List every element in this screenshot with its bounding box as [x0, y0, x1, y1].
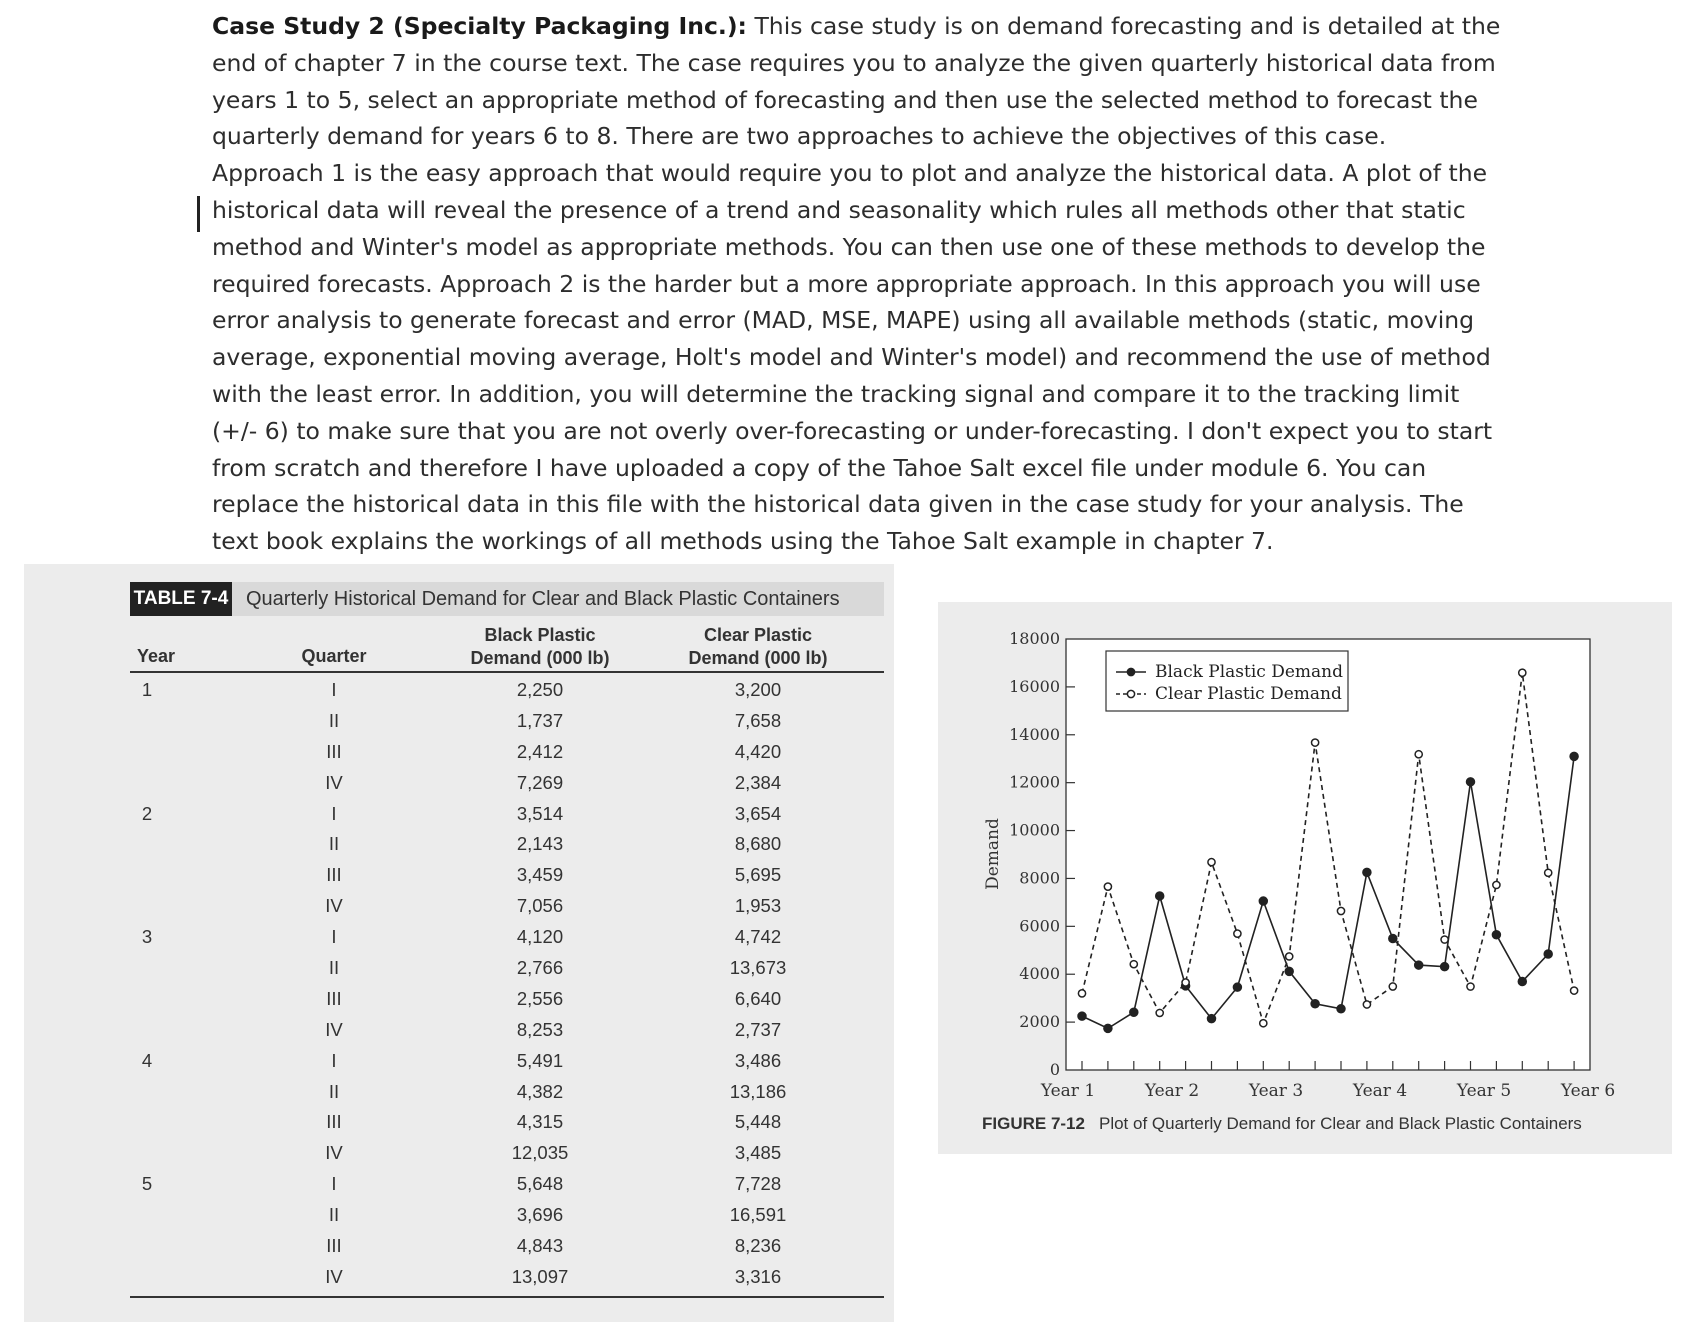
demand-table-panel: [24, 564, 894, 1322]
cell-quarter: III: [326, 1111, 342, 1133]
cell-clear-demand: 7,728: [734, 1173, 782, 1195]
cell-quarter: II: [328, 957, 340, 979]
legend-marker: [1127, 668, 1134, 675]
clear-plastic-point: [1182, 979, 1189, 986]
text-cursor: [197, 196, 200, 232]
cell-year: 5: [141, 1173, 153, 1195]
x-year-label: Year 5: [1456, 1081, 1512, 1101]
black-plastic-point: [1441, 963, 1449, 971]
x-year-label: Year 3: [1248, 1081, 1304, 1101]
cell-year: 1: [141, 679, 153, 700]
header-clear-line2: Demand (000 lb): [688, 648, 828, 668]
black-plastic-point: [1156, 892, 1164, 900]
black-plastic-point: [1467, 778, 1475, 786]
table-row: [24, 1168, 894, 1199]
cell-clear-demand: 8,680: [734, 833, 782, 855]
cell-quarter: II: [328, 833, 340, 855]
header-black-line1: Black Plastic: [484, 625, 596, 645]
cell-black-demand: 2,766: [516, 957, 564, 979]
cell-quarter: IV: [325, 1018, 343, 1040]
table-row: [24, 921, 894, 952]
table-row: [24, 952, 894, 983]
black-plastic-point: [1104, 1024, 1112, 1032]
cell-year: 4: [141, 1049, 153, 1071]
table-body: [24, 674, 894, 1292]
table-row: [24, 983, 894, 1014]
clear-plastic-point: [1441, 936, 1448, 943]
clear-plastic-point: [1363, 1001, 1370, 1008]
cell-clear-demand: 3,316: [734, 1265, 782, 1287]
cell-clear-demand: 7,658: [734, 709, 782, 731]
cell-clear-demand: 3,485: [734, 1142, 782, 1164]
cell-clear-demand: 3,200: [734, 679, 782, 700]
table-row: [24, 1014, 894, 1045]
cell-clear-demand: 5,448: [734, 1111, 782, 1133]
cell-clear-demand: 13,186: [729, 1080, 787, 1102]
case-study-body: This case study is on demand forecasting and is detailed at the end of chapter 7 in the course text. The case requires you to analyze the given quarterly historical data from years 1 to 5, select an appropriate method of forecasting and then use the selected method to forecast the quarterly demand for years 6 to 8. There are two approaches to achieve the objectives of this case. Approach 1 is the easy approach that would require you to plot and analyze the historical data. A plot of the historical data will reveal the presence of a trend and seasonality which rules all methods other that static method and Winter's model as appropriate methods. You can then use one of these methods to develop the required forecasts. Approach 2 is the harder but a more appropriate approach. In this approach you will use error analysis to generate forecast and error (MAD, MSE, MAPE) using all available methods (static, moving average, exponential moving average, Holt's model and Winter's model) and recommend the use of method with the least error. In addition, you will determine the tracking signal and compare it to the tracking limit (+/- 6) to make sure that you are not overly over-forecasting or under-forecasting. I don't expect you to start from scratch and therefore I have uploaded a copy of the Tahoe Salt excel file under module 6. You can replace the historical data in this file with the historical data given in the case study for your analysis. The text book explains the workings of all methods using the Tahoe Salt example in chapter 7.: [212, 12, 1501, 556]
cell-black-demand: 13,097: [511, 1265, 569, 1287]
cell-black-demand: 4,843: [516, 1235, 564, 1257]
clear-plastic-point: [1286, 953, 1293, 960]
table-row: [24, 674, 894, 705]
table-row: [24, 1045, 894, 1076]
footer-rule: [130, 1296, 884, 1298]
case-study-heading: Case Study 2 (Specialty Packaging Inc.):: [212, 12, 747, 40]
table-row: [24, 1199, 894, 1230]
cell-black-demand: 2,556: [516, 987, 564, 1009]
clear-plastic-point: [1467, 983, 1474, 990]
cell-clear-demand: 3,486: [734, 1049, 782, 1071]
cell-clear-demand: 5,695: [734, 864, 782, 886]
x-year-label: Year 2: [1144, 1081, 1200, 1101]
cell-quarter: III: [326, 864, 342, 886]
black-plastic-point: [1233, 983, 1241, 991]
cell-clear-demand: 2,384: [734, 771, 782, 793]
header-black-line2: Demand (000 lb): [470, 648, 610, 668]
cell-black-demand: 2,143: [516, 833, 564, 855]
demand-chart: [938, 602, 1672, 1154]
x-year-label: Year 6: [1560, 1081, 1616, 1101]
cell-black-demand: 7,269: [516, 771, 564, 793]
cell-quarter: III: [326, 740, 342, 762]
table-row: [24, 1106, 894, 1137]
cell-quarter: IV: [325, 1142, 343, 1164]
table-row: [24, 1230, 894, 1261]
black-plastic-point: [1130, 1008, 1138, 1016]
black-plastic-point: [1259, 897, 1267, 905]
clear-plastic-point: [1519, 669, 1526, 676]
cell-clear-demand: 6,640: [734, 987, 782, 1009]
clear-plastic-point: [1234, 930, 1241, 937]
black-plastic-point: [1544, 950, 1552, 958]
y-tick-label: 16000: [1009, 676, 1060, 696]
table-number-tag: TABLE 7-4: [130, 582, 232, 616]
legend-marker: [1127, 690, 1134, 697]
cell-clear-demand: 8,236: [734, 1235, 782, 1257]
cell-black-demand: 3,514: [516, 802, 564, 824]
cell-clear-demand: 2,737: [734, 1018, 782, 1040]
cell-clear-demand: 4,420: [734, 740, 782, 762]
cell-year: 3: [141, 926, 153, 948]
clear-plastic-point: [1130, 961, 1137, 968]
cell-quarter: IV: [325, 771, 343, 793]
header-quarter: Quarter: [301, 646, 367, 666]
legend-label: Black Plastic Demand: [1155, 662, 1343, 682]
cell-black-demand: 2,250: [516, 679, 564, 700]
header-rule: [130, 671, 884, 673]
case-study-text: [212, 8, 1502, 560]
header-black-plastic: [440, 624, 640, 670]
cell-black-demand: 5,648: [516, 1173, 564, 1195]
cell-clear-demand: 4,742: [734, 926, 782, 948]
black-plastic-point: [1415, 961, 1423, 969]
cell-quarter: I: [331, 926, 337, 948]
y-tick-label: 12000: [1009, 772, 1060, 792]
table-row: [24, 767, 894, 798]
table-row: [24, 1261, 894, 1292]
cell-black-demand: 4,382: [516, 1080, 564, 1102]
cell-black-demand: 4,120: [516, 926, 564, 948]
table-row: [24, 828, 894, 859]
clear-plastic-point: [1493, 881, 1500, 888]
black-plastic-point: [1285, 967, 1293, 975]
cell-black-demand: 12,035: [511, 1142, 569, 1164]
table-row: [24, 1076, 894, 1107]
cell-quarter: IV: [325, 1265, 343, 1287]
cell-quarter: I: [331, 679, 337, 700]
y-axis-label: Demand: [983, 818, 1003, 890]
table-row: [24, 736, 894, 767]
clear-plastic-point: [1260, 1020, 1267, 1027]
cell-quarter: I: [331, 802, 337, 824]
cell-quarter: IV: [325, 895, 343, 917]
black-plastic-point: [1363, 868, 1371, 876]
x-year-label: Year 4: [1352, 1081, 1408, 1101]
clear-plastic-point: [1389, 983, 1396, 990]
header-clear-line1: Clear Plastic: [703, 625, 813, 645]
figure-tag: FIGURE 7-12: [982, 1114, 1085, 1133]
legend-label: Clear Plastic Demand: [1155, 684, 1342, 704]
y-tick-label: 10000: [1009, 820, 1060, 840]
cell-quarter: II: [328, 709, 340, 731]
black-plastic-point: [1570, 752, 1578, 760]
y-tick-label: 4000: [1019, 964, 1060, 984]
cell-quarter: II: [328, 1080, 340, 1102]
table-row: [24, 890, 894, 921]
cell-year: 2: [141, 802, 153, 824]
table-row: [24, 859, 894, 890]
figure-title: Plot of Quarterly Demand for Clear and Black Plastic Containers: [1098, 1114, 1582, 1133]
y-tick-label: 2000: [1019, 1012, 1060, 1032]
clear-plastic-point: [1208, 859, 1215, 866]
table-title: Quarterly Historical Demand for Clear and Black Plastic Containers: [246, 588, 840, 610]
table-row: [24, 1137, 894, 1168]
black-plastic-point: [1337, 1005, 1345, 1013]
y-tick-label: 8000: [1019, 868, 1060, 888]
cell-quarter: I: [331, 1173, 337, 1195]
cell-black-demand: 5,491: [516, 1049, 564, 1071]
cell-clear-demand: 3,654: [734, 802, 782, 824]
demand-figure-panel: [938, 602, 1672, 1154]
black-plastic-point: [1311, 1000, 1319, 1008]
black-plastic-point: [1389, 935, 1397, 943]
clear-plastic-point: [1415, 751, 1422, 758]
black-plastic-point: [1492, 931, 1500, 939]
y-tick-label: 18000: [1009, 629, 1060, 648]
cell-clear-demand: 1,953: [734, 895, 782, 917]
y-tick-label: 6000: [1019, 916, 1060, 936]
clear-plastic-point: [1104, 883, 1111, 890]
cell-black-demand: 8,253: [516, 1018, 564, 1040]
black-plastic-point: [1208, 1015, 1216, 1023]
cell-black-demand: 3,459: [516, 864, 564, 886]
cell-clear-demand: 13,673: [729, 957, 787, 979]
table-row: [24, 705, 894, 736]
table-caption: [130, 582, 884, 616]
black-plastic-point: [1518, 978, 1526, 986]
cell-black-demand: 7,056: [516, 895, 564, 917]
clear-plastic-point: [1078, 990, 1085, 997]
header-clear-plastic: [658, 624, 858, 670]
clear-plastic-point: [1571, 987, 1578, 994]
y-tick-label: 14000: [1009, 724, 1060, 744]
black-plastic-point: [1078, 1012, 1086, 1020]
table-row: [24, 798, 894, 829]
header-year: Year: [137, 646, 176, 666]
cell-quarter: I: [331, 1049, 337, 1071]
cell-quarter: III: [326, 1235, 342, 1257]
x-year-label: Year 1: [1040, 1081, 1096, 1101]
cell-black-demand: 4,315: [516, 1111, 564, 1133]
clear-plastic-point: [1312, 739, 1319, 746]
cell-quarter: II: [328, 1204, 340, 1226]
clear-plastic-point: [1156, 1009, 1163, 1016]
clear-plastic-point: [1337, 907, 1344, 914]
figure-caption: [982, 1114, 1582, 1134]
cell-black-demand: 2,412: [516, 740, 564, 762]
y-tick-label: 0: [1049, 1060, 1060, 1079]
cell-black-demand: 3,696: [516, 1204, 564, 1226]
cell-quarter: III: [326, 987, 342, 1009]
cell-black-demand: 1,737: [516, 709, 564, 731]
cell-clear-demand: 16,591: [729, 1204, 787, 1226]
clear-plastic-point: [1545, 869, 1552, 876]
